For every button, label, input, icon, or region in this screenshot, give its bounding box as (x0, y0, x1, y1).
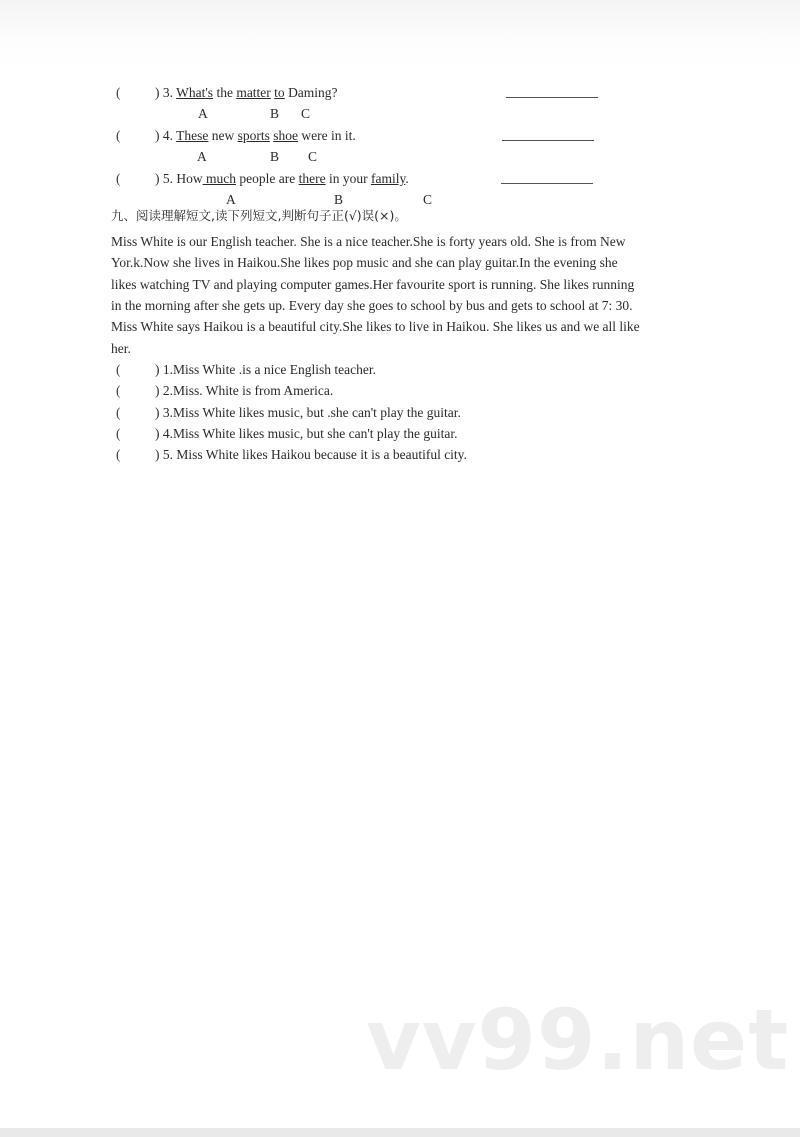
option-letter: B (270, 149, 280, 164)
answer-paren-open: ( (116, 171, 121, 186)
answer-blank[interactable] (506, 97, 598, 98)
underlined-word: These (176, 128, 209, 143)
underlined-word: there (298, 171, 326, 186)
answer-paren-open[interactable]: ( (116, 404, 121, 420)
passage-line: Yor.k.Now she lives in Haikou.She likes pop music and she can play guitar.In the evening she (111, 255, 618, 271)
question-text (155, 127, 356, 145)
option-letter: A (226, 192, 236, 207)
question-text (155, 170, 409, 188)
passage-line: in the morning after she gets up. Every day she goes to school by bus and gets to school at 7: 30. (111, 297, 633, 313)
option-letter: C (308, 149, 318, 164)
answer-blank[interactable] (502, 140, 594, 141)
underlined-word: What's (176, 85, 214, 100)
question-word: the (213, 85, 237, 100)
page-bottom-edge (0, 1128, 800, 1137)
statement-text: ) 3.Miss White likes music, but .she can't play the guitar. (155, 404, 461, 420)
option-letter: A (197, 149, 207, 164)
answer-paren-open: ( (116, 128, 121, 143)
statement-text: ) 1.Miss White .is a nice English teacher. (155, 362, 376, 377)
section-heading: 九、阅读理解短文,读下列短文,判断句子正(√)误(×)。 (111, 208, 407, 223)
passage-line: Miss White is our English teacher. She is a nice teacher.She is forty years old. She is from New (111, 234, 626, 249)
answer-paren-open[interactable]: ( (116, 362, 121, 377)
answer-paren-open[interactable]: ( (116, 447, 121, 463)
question-number: ) 4. (155, 128, 177, 143)
passage-line: likes watching TV and playing computer games.Her favourite sport is running. She likes running (111, 276, 635, 292)
question-text (155, 84, 338, 102)
question-number: ) 3. (155, 85, 177, 100)
question-number: ) 5. (155, 171, 177, 186)
underlined-word: sports (237, 128, 270, 143)
question-word: new (208, 128, 238, 143)
option-letter: B (270, 106, 280, 121)
option-letter: B (334, 192, 344, 207)
statement-text: ) 4.Miss White likes music, but she can't play the guitar. (155, 425, 458, 441)
option-letter: A (198, 106, 208, 121)
question-word: . (405, 171, 409, 186)
statement-text: ) 5. Miss White likes Haikou because it is a beautiful city. (155, 447, 467, 463)
option-letter: C (423, 192, 433, 207)
question-word: in your (325, 171, 371, 186)
answer-paren-open: ( (116, 85, 121, 100)
underlined-word: shoe (273, 128, 299, 143)
statement-text: ) 2.Miss. White is from America. (155, 383, 334, 399)
answer-blank[interactable] (501, 183, 593, 184)
underlined-word: matter (236, 85, 271, 100)
question-word: people are (236, 171, 299, 186)
question-word: Daming? (284, 85, 338, 100)
answer-paren-open[interactable]: ( (116, 425, 121, 441)
passage-line: her. (111, 340, 131, 356)
question-word: How (176, 171, 203, 186)
answer-paren-open[interactable]: ( (116, 383, 121, 399)
question-word: were in it. (298, 128, 356, 143)
passage-line: Miss White says Haikou is a beautiful city.She likes to live in Haikou. She likes us and we all like (111, 319, 640, 335)
watermark: vv99.net (366, 991, 790, 1089)
page-top-shadow (0, 0, 800, 70)
underlined-word: family (370, 171, 406, 186)
underlined-word: to (274, 85, 285, 100)
underlined-word: much (202, 171, 236, 186)
option-letter: C (301, 106, 311, 121)
